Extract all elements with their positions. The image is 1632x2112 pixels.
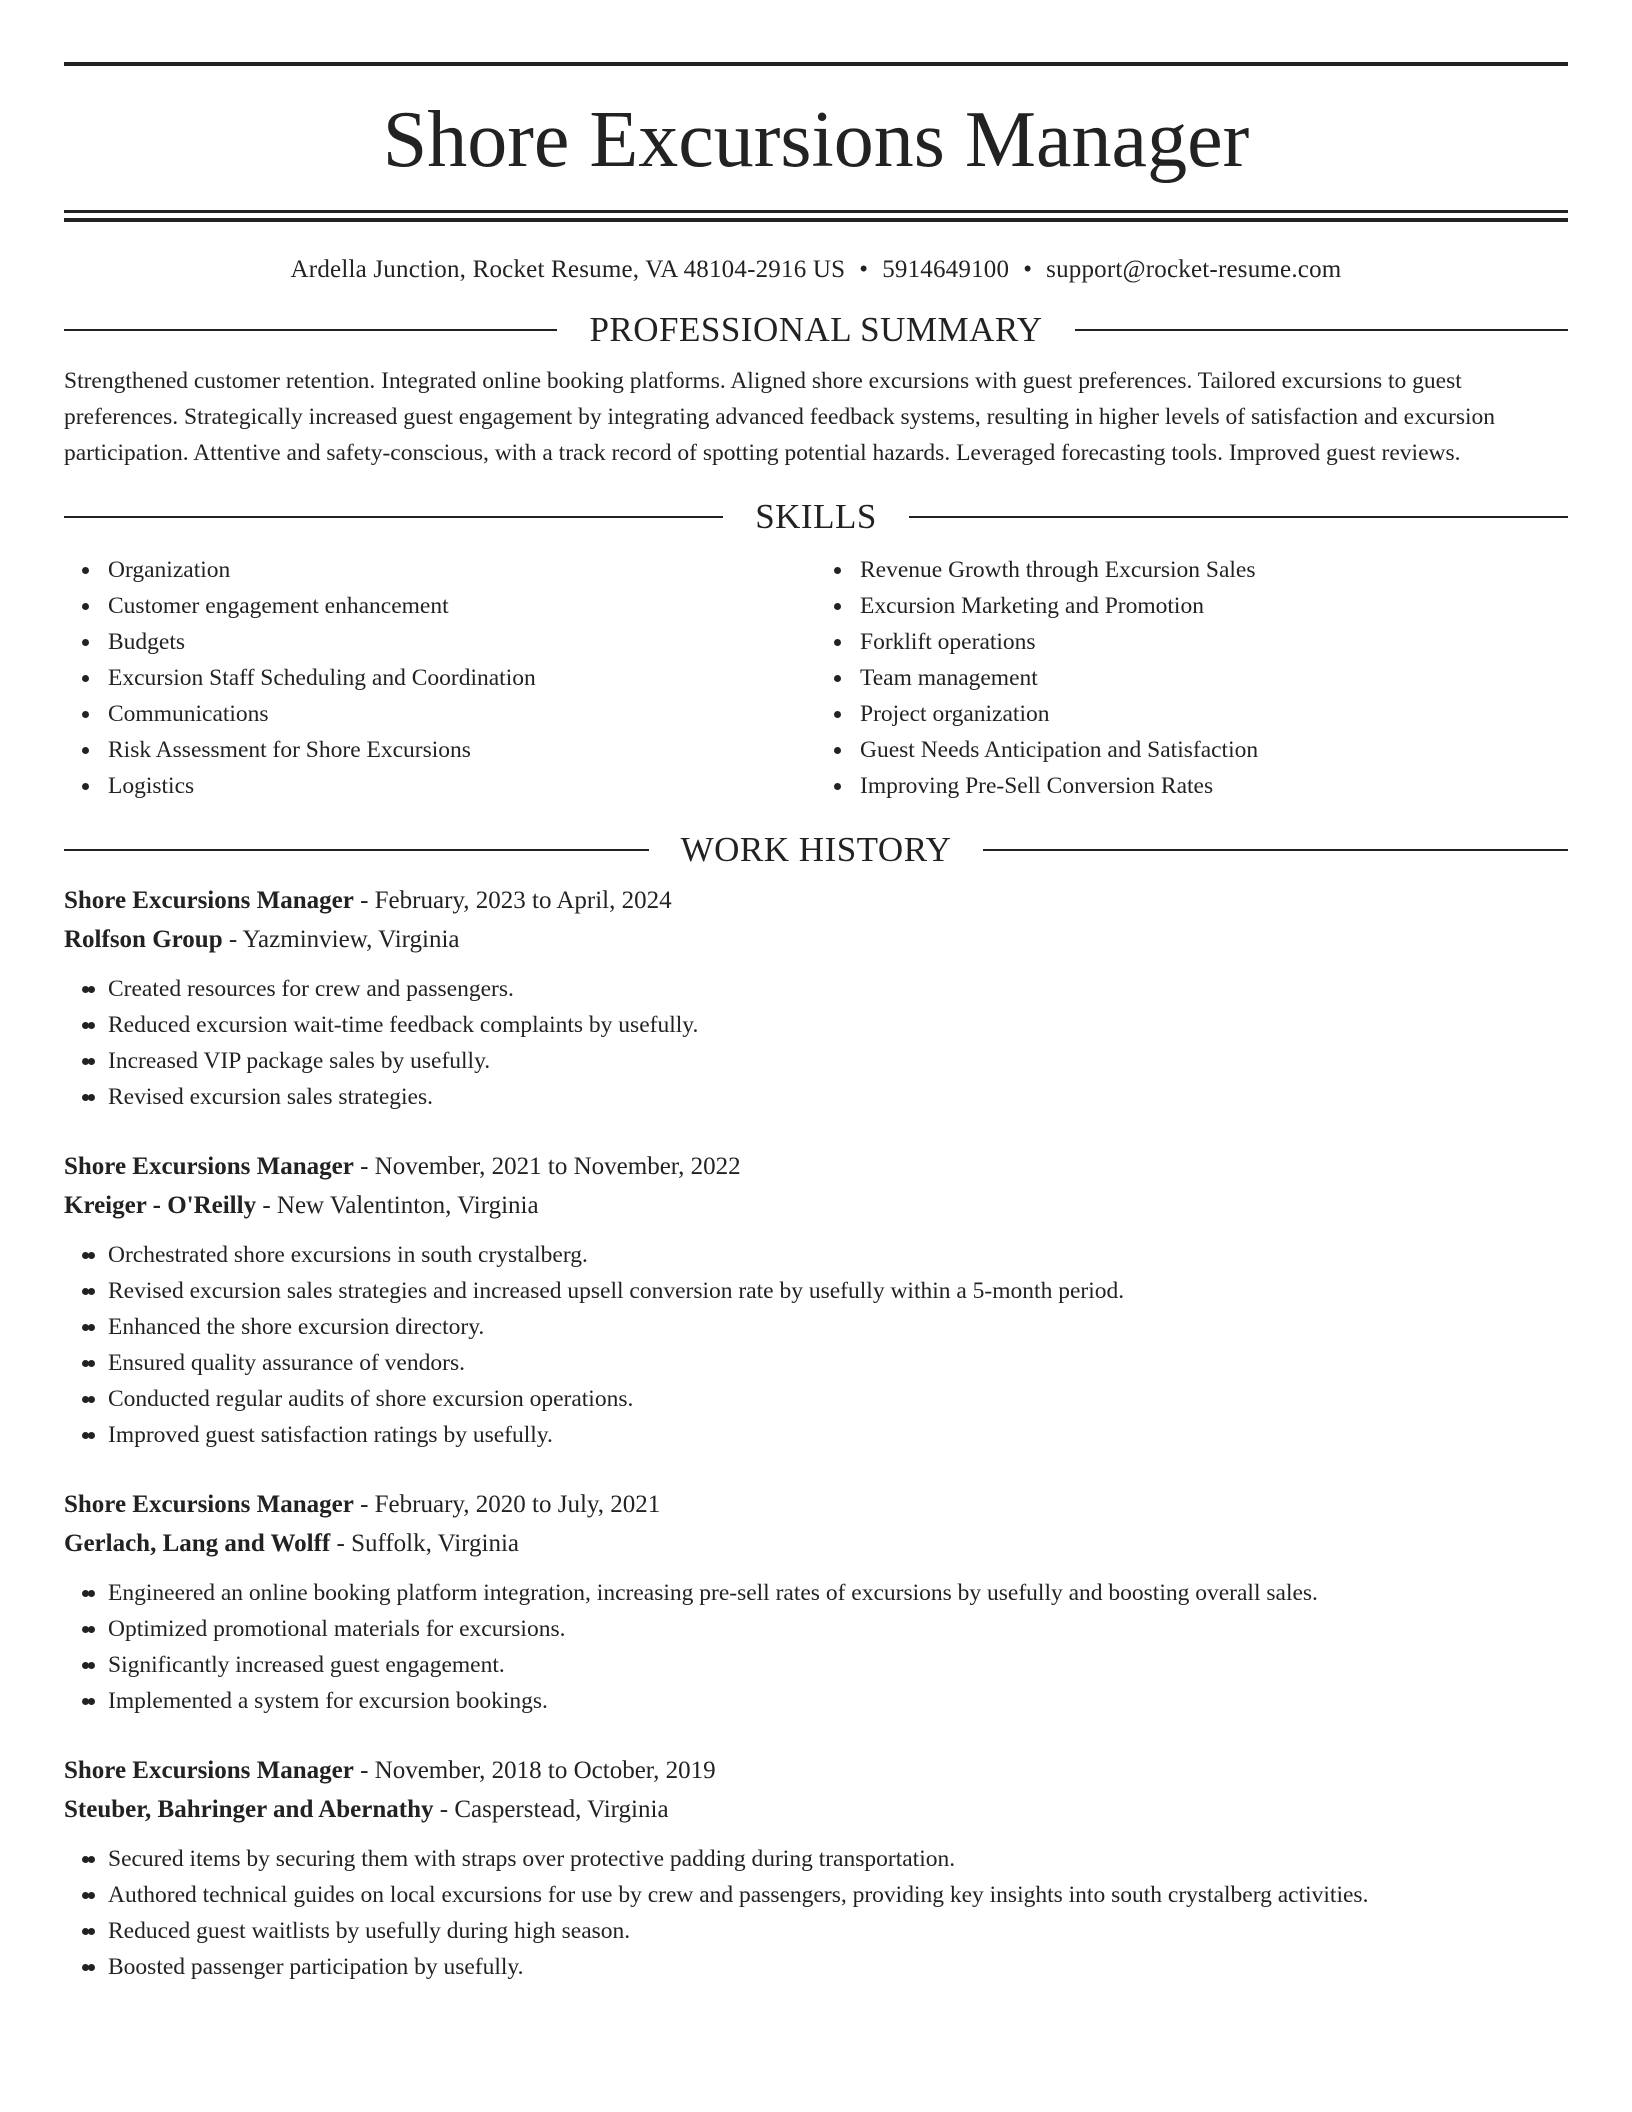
skills-section-heading — [64, 499, 1568, 534]
skill-item: Excursion Marketing and Promotion — [860, 588, 1568, 624]
job-entry — [64, 1751, 1568, 1985]
job-entry — [64, 1485, 1568, 1719]
contact-email: support@rocket-resume.com — [1046, 256, 1342, 283]
skills-list — [64, 552, 1568, 804]
contact-separator: • — [859, 256, 869, 283]
job-bullet: • Secured items by securing them with straps over protective padding during transportation. — [108, 1841, 1568, 1877]
job-entry — [64, 881, 1568, 1115]
job-bullet: • Enhanced the shore excursion directory. — [108, 1309, 1568, 1345]
job-title: Shore Excursions Manager — [64, 887, 354, 914]
job-entry — [64, 1147, 1568, 1453]
job-company: Rolfson Group — [64, 926, 223, 953]
job-company-line — [64, 1186, 1568, 1225]
heading-rule-left — [64, 329, 557, 331]
job-bullet: • Reduced guest waitlists by usefully during high season. — [108, 1913, 1568, 1949]
job-title-line — [64, 881, 1568, 920]
skill-item: Communications — [108, 696, 816, 732]
job-location: - Suffolk, Virginia — [330, 1530, 520, 1557]
job-bullet: • Revised excursion sales strategies. — [108, 1079, 1568, 1115]
skills-column-right — [816, 552, 1568, 804]
title-double-rule — [64, 210, 1568, 222]
job-bullet: • Optimized promotional materials for excursions. — [108, 1611, 1568, 1647]
job-bullet: • Orchestrated shore excursions in south crystalberg. — [108, 1237, 1568, 1273]
job-company: Gerlach, Lang and Wolff — [64, 1530, 331, 1557]
skill-item: Organization — [108, 552, 816, 588]
job-bullet: • Revised excursion sales strategies and increased upsell conversion rate by usefully within a 5-month period. — [108, 1273, 1568, 1309]
job-title-line — [64, 1485, 1568, 1524]
job-title-line — [64, 1147, 1568, 1186]
job-bullet: • Ensured quality assurance of vendors. — [108, 1345, 1568, 1381]
job-title: Shore Excursions Manager — [64, 1757, 354, 1784]
skill-item: Excursion Staff Scheduling and Coordination — [108, 660, 816, 696]
job-dates: - November, 2018 to October, 2019 — [353, 1757, 716, 1784]
skill-item: Logistics — [108, 768, 816, 804]
skill-item: Risk Assessment for Shore Excursions — [108, 732, 816, 768]
summary-title: PROFESSIONAL SUMMARY — [589, 310, 1043, 349]
job-dates: - February, 2023 to April, 2024 — [353, 887, 672, 914]
heading-rule-left — [64, 516, 723, 518]
job-company-line — [64, 1524, 1568, 1563]
job-title: Shore Excursions Manager — [64, 1491, 354, 1518]
summary-section-heading — [64, 312, 1568, 347]
heading-rule-left — [64, 849, 649, 851]
job-title-line — [64, 1751, 1568, 1790]
job-bullets — [64, 1237, 1568, 1453]
heading-rule-right — [909, 516, 1568, 518]
skill-item: Budgets — [108, 624, 816, 660]
job-bullets — [64, 1575, 1568, 1719]
job-bullet: • Reduced excursion wait-time feedback complaints by usefully. — [108, 1007, 1568, 1043]
contact-phone: 5914649100 — [882, 256, 1010, 283]
resume-title: Shore Excursions Manager — [382, 96, 1250, 184]
work-title: WORK HISTORY — [680, 830, 952, 869]
job-bullet: • Conducted regular audits of shore excursion operations. — [108, 1381, 1568, 1417]
job-company-line — [64, 1790, 1568, 1829]
contact-address: Ardella Junction, Rocket Resume, VA 48104-2916 US — [290, 256, 846, 283]
skill-item: Guest Needs Anticipation and Satisfaction — [860, 732, 1568, 768]
job-dates: - February, 2020 to July, 2021 — [353, 1491, 661, 1518]
work-section-heading — [64, 832, 1568, 867]
contact-separator: • — [1023, 256, 1033, 283]
job-company: Kreiger - O'Reilly — [64, 1192, 257, 1219]
contact-line — [64, 256, 1568, 284]
skill-item: Team management — [860, 660, 1568, 696]
skill-item: Forklift operations — [860, 624, 1568, 660]
job-bullet: • Implemented a system for excursion bookings. — [108, 1683, 1568, 1719]
work-history — [64, 881, 1568, 1985]
heading-rule-right — [1075, 329, 1568, 331]
job-bullet: • Engineered an online booking platform integration, increasing pre-sell rates of excursions by usefully and boosting overall sales. — [108, 1575, 1568, 1611]
job-location: - Yazminview, Virginia — [222, 926, 460, 953]
skill-item: Customer engagement enhancement — [108, 588, 816, 624]
job-dates: - November, 2021 to November, 2022 — [353, 1153, 741, 1180]
skill-item: Revenue Growth through Excursion Sales — [860, 552, 1568, 588]
job-company: Steuber, Bahringer and Abernathy — [64, 1796, 434, 1823]
job-location: - New Valentinton, Virginia — [256, 1192, 539, 1219]
job-bullets — [64, 1841, 1568, 1985]
job-bullet: • Improved guest satisfaction ratings by usefully. — [108, 1417, 1568, 1453]
job-location: - Casperstead, Virginia — [433, 1796, 669, 1823]
skill-item: Improving Pre-Sell Conversion Rates — [860, 768, 1568, 804]
job-bullet: • Created resources for crew and passengers. — [108, 971, 1568, 1007]
skills-column-left — [64, 552, 816, 804]
heading-rule-right — [983, 849, 1568, 851]
skill-item: Project organization — [860, 696, 1568, 732]
job-bullet: • Boosted passenger participation by usefully. — [108, 1949, 1568, 1985]
job-bullet: • Increased VIP package sales by usefully. — [108, 1043, 1568, 1079]
job-company-line — [64, 920, 1568, 959]
resume-page — [64, 0, 1568, 1985]
job-bullet: • Authored technical guides on local excursions for use by crew and passengers, providing key insights into south crystalberg activities. — [108, 1877, 1568, 1913]
top-rule — [64, 62, 1568, 66]
summary-text: Strengthened customer retention. Integrated online booking platforms. Aligned shore excursions with guest preferences. Tailored excursions to guest preferences. Strategically increased guest engagement by integrating advanced feedback systems, resulting in higher levels of satisfaction and excursion participation. Attentive and safety-conscious, with a track record of spotting potential hazards. Leveraged forecasting tools. Improved guest reviews. — [64, 368, 1496, 466]
skills-title: SKILLS — [755, 497, 877, 536]
job-bullet: • Significantly increased guest engagement. — [108, 1647, 1568, 1683]
job-title: Shore Excursions Manager — [64, 1153, 354, 1180]
job-bullets — [64, 971, 1568, 1115]
